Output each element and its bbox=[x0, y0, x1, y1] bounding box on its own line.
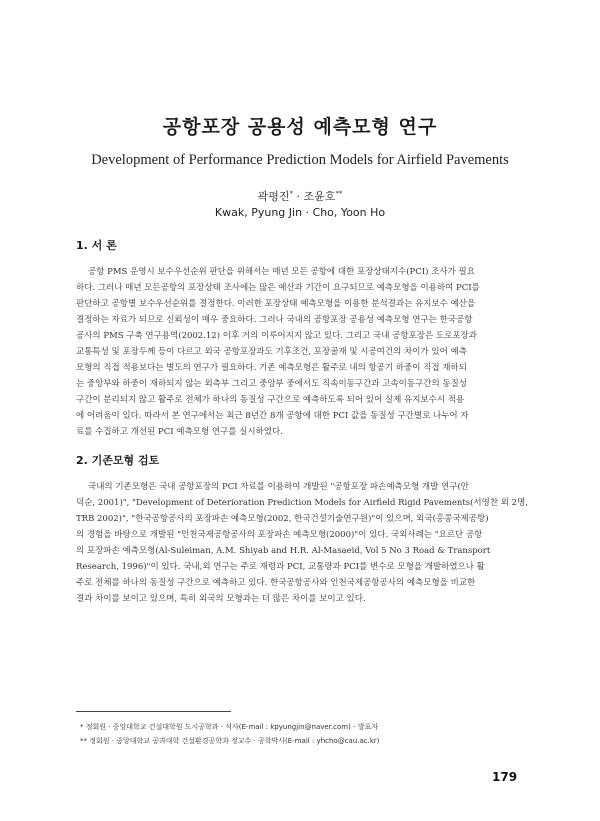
body-line: 결정하는 자료가 되므로 신뢰성이 매우 중요하다. 그러나 국내의 공항포장 공용성 예측모형 연구는 한국공항 bbox=[76, 315, 473, 325]
footnote-1: * 정회원 · 중앙대학교 건설대학원 도시공학과 · 석사(E-mail : kpyungjin@naver.com) - 발표자 bbox=[80, 723, 379, 731]
body-line: 공사의 PMS 구축 연구용역(2002.12) 이후 거의 이루어지지 않고 있다. 그리고 국내 공항포장은 도로포장과 bbox=[76, 331, 477, 341]
author-2-mark: ** bbox=[335, 189, 343, 198]
body-line: TRB 2002)", "한국공항공사의 포장파손 예측모형(2002, 한국건설기술연구원)"이 있으며, 외국(홍콩국제공항) bbox=[76, 514, 489, 524]
body-line: 덕순, 2001)", "Development of Deterioration Prediction Models for Airfield Rigid Pavements(서영찬 외 2명, bbox=[76, 498, 528, 508]
body-line: 교통특성 및 포장두께 등이 다르고 외국 공항포장과도 기후조건, 포장골재 및 시공여건의 차이가 있어 예측 bbox=[76, 347, 467, 357]
body-line: 모형의 직접 적용보다는 별도의 연구가 필요하다. 기존 예측모형은 활주로 내의 항공기 하중이 직접 재하되 bbox=[76, 363, 467, 373]
paper-subtitle: Development of Performance Prediction Models for Airfield Pavements bbox=[91, 152, 509, 168]
body-line: 에 어려움이 있다. 따라서 본 연구에서는 최근 8년간 8개 공항에 대한 PCI 값을 동질성 구간별로 나누어 자 bbox=[76, 411, 469, 421]
authors-english: Kwak, Pyung Jin · Cho, Yoon Ho bbox=[214, 206, 386, 219]
footnote-divider bbox=[76, 711, 231, 712]
body-line: 하다. 그러나 매년 모든공항의 포장상태 조사에는 많은 예산과 기간이 요구되므로 예측모형을 이용하여 PCI를 bbox=[76, 283, 480, 293]
section-2-body bbox=[76, 479, 540, 607]
section-1-body bbox=[76, 264, 540, 440]
page-number: 179 bbox=[492, 770, 518, 784]
body-line: 주로 전체를 하나의 동질성 구간으로 예측하고 있다. 한국공항공사와 인천국제공항공사의 예측모형을 비교한 bbox=[76, 578, 476, 588]
section-2-heading: 2. 기존모형 검토 bbox=[76, 454, 160, 467]
body-line: 구간이 분리되지 않고 활주로 전체가 하나의 동질성 구간으로 예측하도록 되어 있어 실제 유지보수시 적용 bbox=[76, 395, 465, 405]
paper-title: 공항포장 공용성 예측모형 연구 bbox=[162, 116, 438, 138]
author-separator: · bbox=[293, 190, 304, 203]
body-line: 국내의 기존모형은 국내 공항포장의 PCI 자료를 이용하여 개발된 "공항포장 파손예측모형 개발 연구(안 bbox=[88, 482, 469, 492]
body-line: 의 포장파손 예측모형(Al-Suleiman, A.M. Shiyab and H.R. Al-Masaeid, Vol 5 No 3 Road & Transport bbox=[76, 546, 491, 556]
body-line: 결과 차이를 보이고 있으며, 특히 외국의 모형과는 더 많은 차이를 보이고 있다. bbox=[76, 594, 366, 604]
body-line: 는 중앙부와 하중이 재하되지 않는 외측부 그리고 중앙부 중에서도 직속이동구간과 고속이동구간의 동질성 bbox=[76, 379, 468, 389]
body-line: 공항 PMS 운영시 보수우선순위 판단을 위해서는 매년 모든 공항에 대한 포장상태지수(PCI) 조사가 필요 bbox=[88, 267, 475, 277]
body-line: Research, 1996)"이 있다. 국내,외 연구는 주로 재령과 PCI, 교통량과 PCI를 변수로 모형을 개발하였으나 활 bbox=[76, 562, 485, 572]
body-line: 판단하고 공항별 보수우선순위를 결정한다. 이러한 포장상태 예측모형을 이용한 분석결과는 유지보수 예산을 bbox=[76, 299, 476, 309]
section-1-heading: 1. 서 론 bbox=[76, 239, 117, 252]
footnote-2: ** 정회원 · 중앙대학교 공과대학 건설환경공학과 정교수 · 공학박사(E-mail : yhcho@cau.ac.kr) bbox=[80, 737, 380, 745]
author-1-mark: * bbox=[289, 189, 293, 198]
authors-korean bbox=[0, 188, 600, 204]
author-2-name: 조윤호 bbox=[303, 190, 336, 203]
author-1-name: 곽평진 bbox=[257, 190, 290, 203]
body-line: 료를 수집하고 개선된 PCI 예측모형 연구를 실시하였다. bbox=[76, 427, 283, 437]
body-line: 의 경험을 바탕으로 개발된 "인천국제공항공사의 포장파손 예측모형(2000)"이 있다. 국외사례는 "요르단 공항 bbox=[76, 530, 483, 540]
